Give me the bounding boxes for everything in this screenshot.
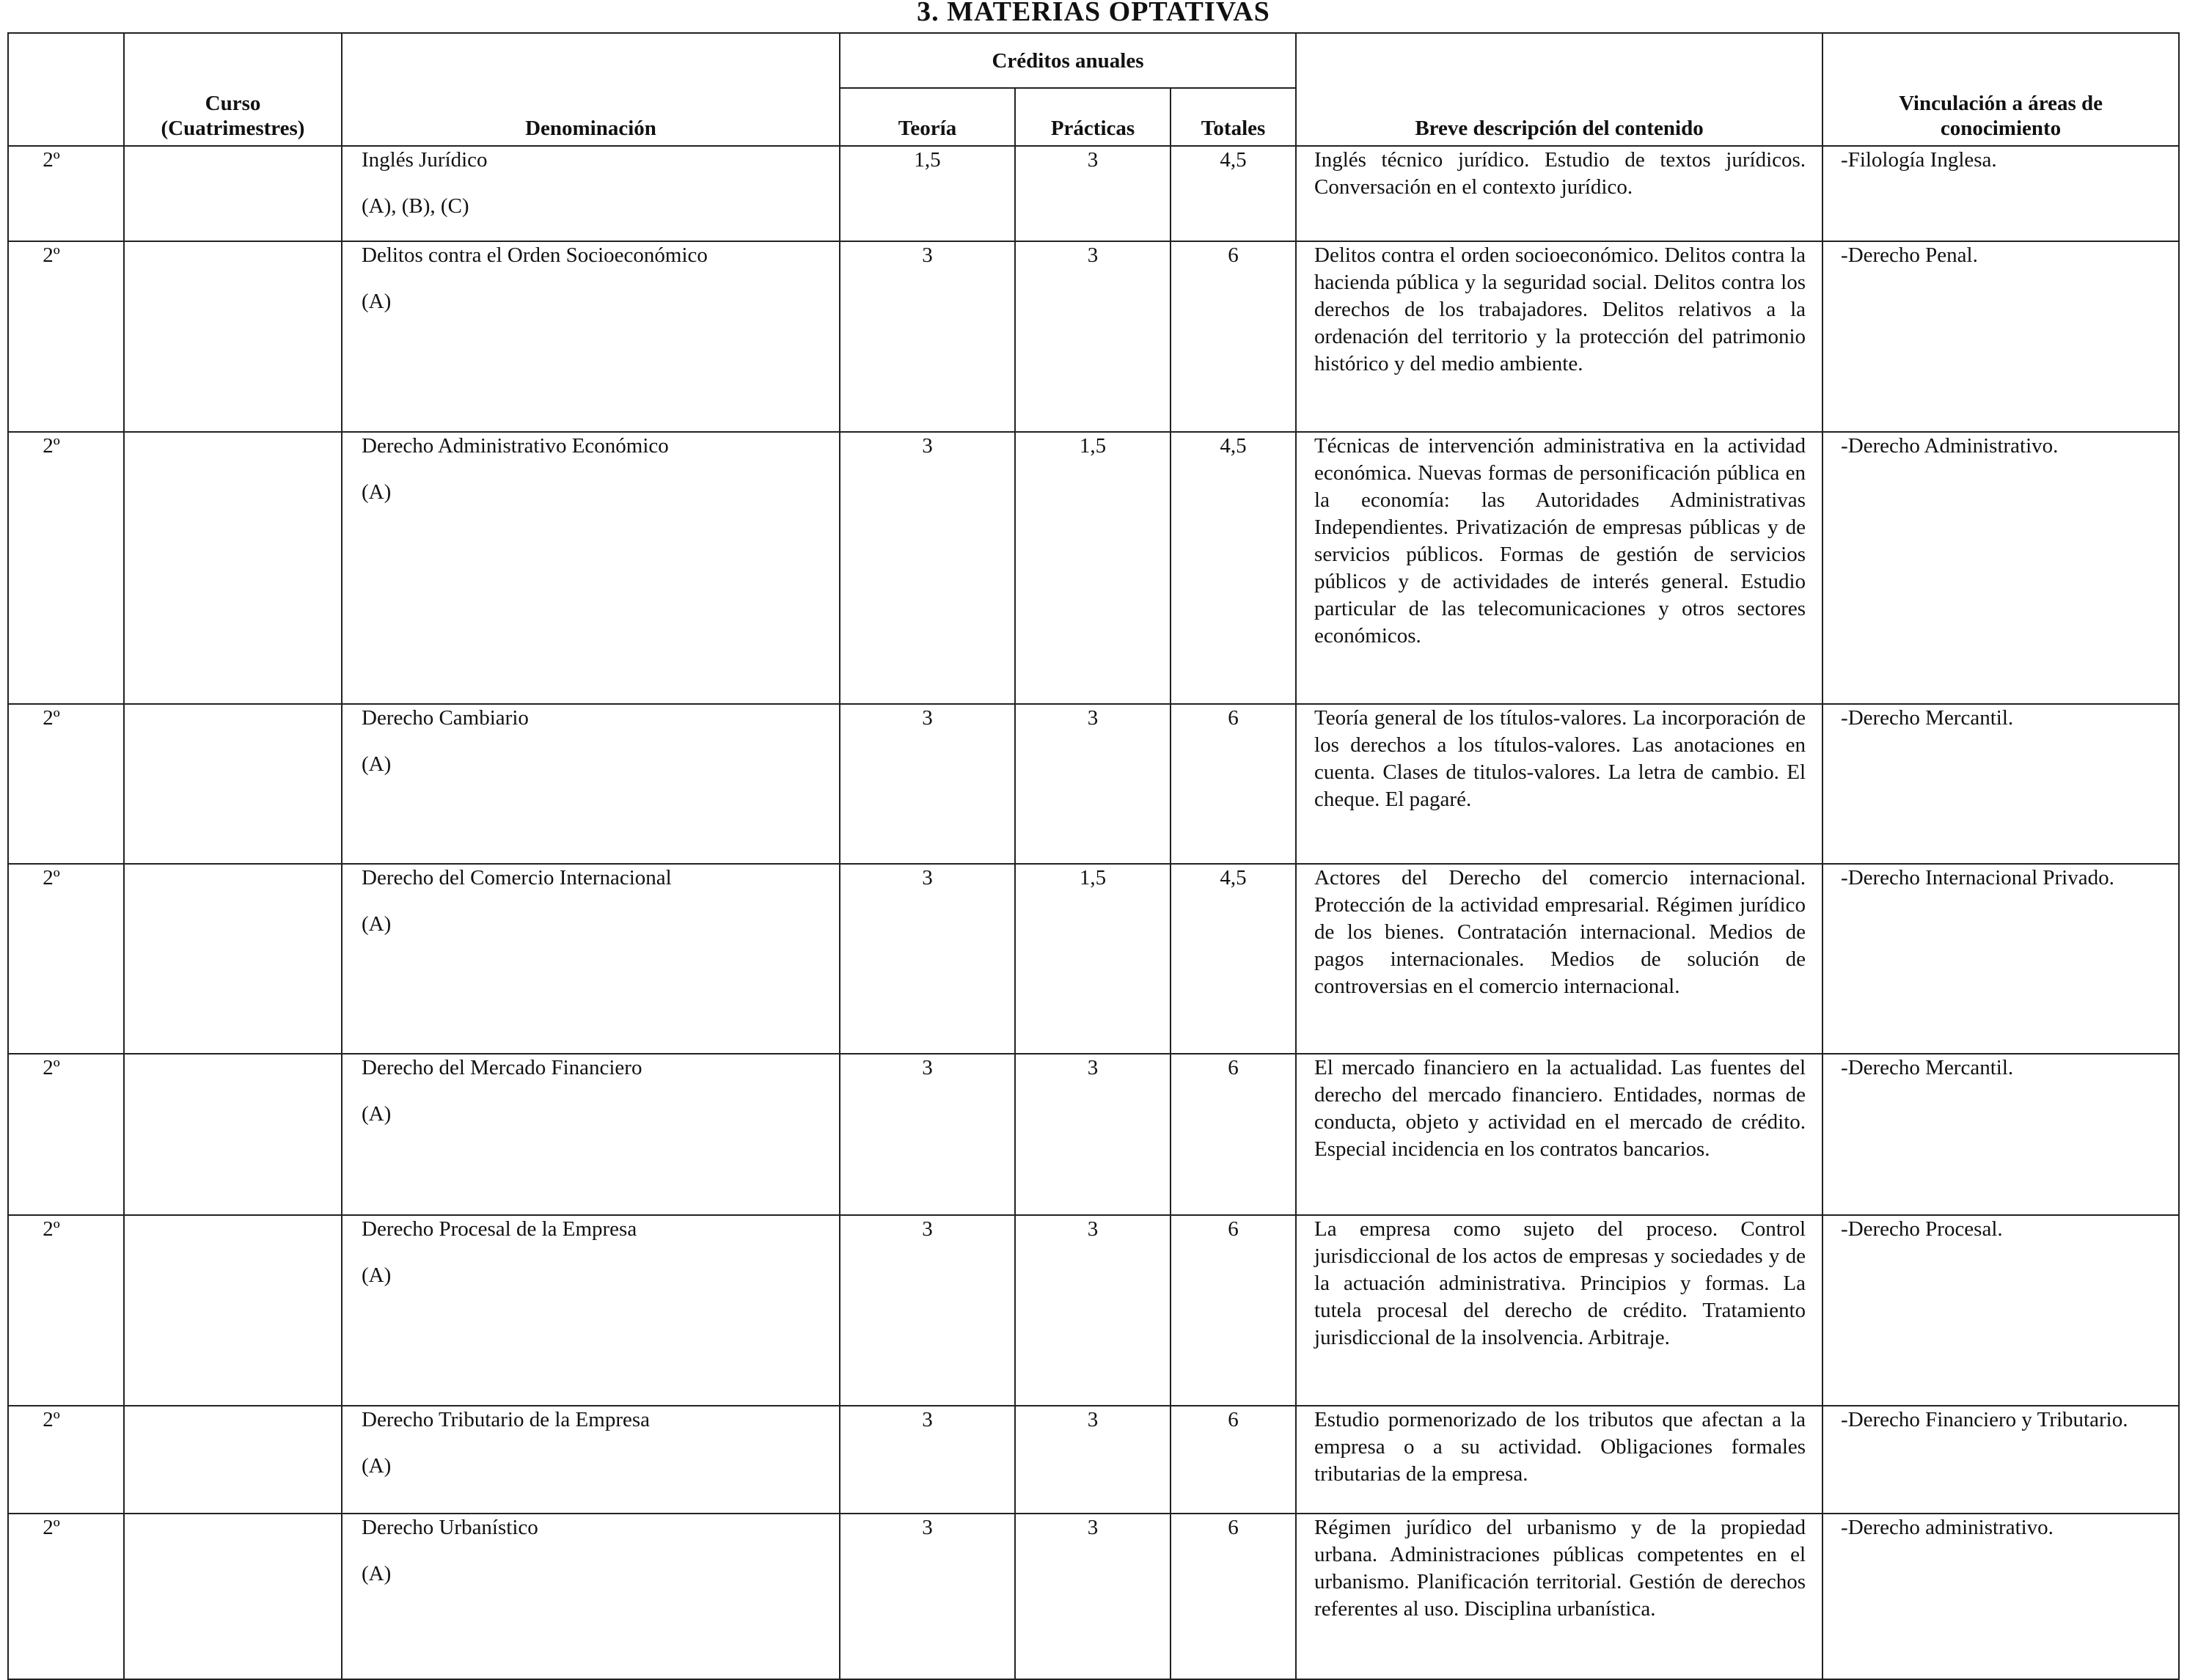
header-totales: Totales: [1171, 88, 1296, 146]
practicas-cell: 3: [1015, 241, 1171, 432]
table-row: [8, 1514, 2179, 1679]
teoria-cell: 1,5: [840, 146, 1015, 241]
practicas-cell: 1,5: [1015, 432, 1171, 704]
table-row: [8, 1054, 2179, 1215]
curso-cell: 2º: [8, 1514, 124, 1679]
practicas-cell: 3: [1015, 146, 1171, 241]
cuatrimestre-cell: [124, 146, 342, 241]
totales-cell: 6: [1171, 1406, 1296, 1514]
curso-cell: 2º: [8, 146, 124, 241]
curso-cell: 2º: [8, 1215, 124, 1406]
header-descripcion: Breve descripción del contenido: [1296, 33, 1822, 146]
denominacion-name: Derecho del Mercado Financiero: [362, 1056, 642, 1079]
vinculacion-cell: -Derecho Internacional Privado.: [1822, 864, 2179, 1054]
cuatrimestre-cell: [124, 1514, 342, 1679]
denominacion-cell: [342, 1406, 840, 1514]
descripcion-cell: La empresa como sujeto del proceso. Control jurisdiccional de los actos de empresas y sociedades y de la actuación administrativa. Principios y formas. La tutela procesal del derecho de crédito. Tratamiento jurisdiccional de la insolvencia. Arbitraje.: [1296, 1215, 1822, 1406]
teoria-cell: 3: [840, 1215, 1015, 1406]
denominacion-cell: [342, 704, 840, 864]
descripcion-cell: El mercado financiero en la actualidad. Las fuentes del derecho del mercado financiero. Entidades, normas de conducta, objeto y actividad en el mercado de crédito. Especial incidencia en los contratos bancarios.: [1296, 1054, 1822, 1215]
descripcion-cell: Actores del Derecho del comercio internacional. Protección de la actividad empresarial. Régimen jurídico de los bienes. Contratación internacional. Medios de pagos internacionales. Medios de solución de controversias en el comercio internacional.: [1296, 864, 1822, 1054]
curso-cell: 2º: [8, 432, 124, 704]
vinculacion-cell: -Filología Inglesa.: [1822, 146, 2179, 241]
header-curso-label: Curso: [205, 92, 261, 115]
totales-cell: 4,5: [1171, 432, 1296, 704]
denominacion-cell: [342, 146, 840, 241]
teoria-cell: 3: [840, 864, 1015, 1054]
totales-cell: 4,5: [1171, 864, 1296, 1054]
materias-optativas-table: [7, 32, 2180, 1680]
denominacion-name: Derecho Urbanístico: [362, 1516, 538, 1539]
table-row: [8, 432, 2179, 704]
vinculacion-cell: -Derecho Procesal.: [1822, 1215, 2179, 1406]
descripcion-cell: Teoría general de los títulos-valores. La incorporación de los derechos a los títulos-valores. Las anotaciones en cuenta. Clases de titulos-valores. La letra de cambio. El cheque. El pagaré.: [1296, 704, 1822, 864]
header-teoria: Teoría: [840, 88, 1015, 146]
curso-cell: 2º: [8, 864, 124, 1054]
denominacion-name: Delitos contra el Orden Socioeconómico: [362, 243, 708, 267]
denominacion-flag: (A): [362, 912, 392, 936]
denominacion-flag: (A), (B), (C): [362, 194, 469, 218]
curso-cell: 2º: [8, 241, 124, 432]
vinculacion-cell: -Derecho Administrativo.: [1822, 432, 2179, 704]
totales-cell: 6: [1171, 1215, 1296, 1406]
totales-cell: 6: [1171, 1054, 1296, 1215]
descripcion-cell: Técnicas de intervención administrativa en la actividad económica. Nuevas formas de personificación pública en la economía: las Autoridades Administrativas Independientes. Privatización de empresas públicas y de servicios públicos. Formas de gestión de servicios públicos y de actividades de interés general. Estudio particular de las telecomunicaciones y otros sectores económicos.: [1296, 432, 1822, 704]
header-creditos-anuales: Créditos anuales: [840, 33, 1296, 88]
cuatrimestre-cell: [124, 704, 342, 864]
denominacion-name: Derecho Cambiario: [362, 706, 529, 730]
denominacion-flag: (A): [362, 1263, 392, 1287]
table-row: [8, 704, 2179, 864]
teoria-cell: 3: [840, 432, 1015, 704]
practicas-cell: 3: [1015, 1514, 1171, 1679]
header-denominacion: Denominación: [342, 33, 840, 146]
denominacion-flag: (A): [362, 480, 392, 504]
table-row: [8, 241, 2179, 432]
practicas-cell: 3: [1015, 1054, 1171, 1215]
descripcion-cell: Régimen jurídico del urbanismo y de la propiedad urbana. Administraciones públicas competentes en el urbanismo. Planificación territorial. Gestión de derechos referentes al uso. Disciplina urbanística.: [1296, 1514, 1822, 1679]
denominacion-name: Derecho Administrativo Económico: [362, 434, 669, 458]
header-blank: [8, 33, 124, 146]
header-curso: [124, 33, 342, 146]
header-vinculacion-line2: conocimiento: [1940, 117, 2062, 140]
practicas-cell: 1,5: [1015, 864, 1171, 1054]
vinculacion-cell: -Derecho Penal.: [1822, 241, 2179, 432]
denominacion-flag: (A): [362, 752, 392, 776]
denominacion-cell: [342, 1054, 840, 1215]
totales-cell: 4,5: [1171, 146, 1296, 241]
practicas-cell: 3: [1015, 704, 1171, 864]
denominacion-name: Derecho Procesal de la Empresa: [362, 1217, 637, 1241]
denominacion-name: Inglés Jurídico: [362, 148, 488, 172]
totales-cell: 6: [1171, 1514, 1296, 1679]
cuatrimestre-cell: [124, 241, 342, 432]
denominacion-cell: [342, 1215, 840, 1406]
denominacion-cell: [342, 1514, 840, 1679]
teoria-cell: 3: [840, 704, 1015, 864]
denominacion-cell: [342, 432, 840, 704]
totales-cell: 6: [1171, 241, 1296, 432]
table-row: [8, 1215, 2179, 1406]
teoria-cell: 3: [840, 1514, 1015, 1679]
cuatrimestre-cell: [124, 1215, 342, 1406]
totales-cell: 6: [1171, 704, 1296, 864]
curso-cell: 2º: [8, 1054, 124, 1215]
header-practicas: Prácticas: [1015, 88, 1171, 146]
denominacion-flag: (A): [362, 290, 392, 313]
table-body: [8, 146, 2179, 1679]
denominacion-flag: (A): [362, 1562, 392, 1585]
cuatrimestre-cell: [124, 1054, 342, 1215]
header-vinculacion-line1: Vinculación a áreas de: [1899, 92, 2103, 115]
vinculacion-cell: -Derecho Financiero y Tributario.: [1822, 1406, 2179, 1514]
denominacion-flag: (A): [362, 1102, 392, 1126]
page-title: 3. MATERIAS OPTATIVAS: [917, 0, 1270, 27]
vinculacion-cell: -Derecho administrativo.: [1822, 1514, 2179, 1679]
descripcion-cell: Delitos contra el orden socioeconómico. Delitos contra la hacienda pública y la seguridad social. Delitos contra los derechos de los trabajadores. Delitos relativos a la ordenación del territorio y la protección del patrimonio histórico y del medio ambiente.: [1296, 241, 1822, 432]
descripcion-cell: Estudio pormenorizado de los tributos que afectan a la empresa o a su actividad. Obligaciones formales tributarias de la empresa.: [1296, 1406, 1822, 1514]
curso-cell: 2º: [8, 1406, 124, 1514]
table-row: [8, 864, 2179, 1054]
denominacion-cell: [342, 241, 840, 432]
teoria-cell: 3: [840, 241, 1015, 432]
denominacion-name: Derecho Tributario de la Empresa: [362, 1408, 651, 1431]
table-row: [8, 1406, 2179, 1514]
practicas-cell: 3: [1015, 1215, 1171, 1406]
denominacion-cell: [342, 864, 840, 1054]
cuatrimestre-cell: [124, 864, 342, 1054]
teoria-cell: 3: [840, 1406, 1015, 1514]
denominacion-flag: (A): [362, 1454, 392, 1478]
vinculacion-cell: -Derecho Mercantil.: [1822, 1054, 2179, 1215]
table-row: [8, 146, 2179, 241]
teoria-cell: 3: [840, 1054, 1015, 1215]
practicas-cell: 3: [1015, 1406, 1171, 1514]
cuatrimestre-cell: [124, 432, 342, 704]
descripcion-cell: Inglés técnico jurídico. Estudio de textos jurídicos. Conversación en el contexto jurídico.: [1296, 146, 1822, 241]
curso-cell: 2º: [8, 704, 124, 864]
cuatrimestre-cell: [124, 1406, 342, 1514]
vinculacion-cell: -Derecho Mercantil.: [1822, 704, 2179, 864]
header-curso-sub: (Cuatrimestres): [161, 117, 305, 140]
header-vinculacion: [1822, 33, 2179, 146]
denominacion-name: Derecho del Comercio Internacional: [362, 866, 672, 889]
